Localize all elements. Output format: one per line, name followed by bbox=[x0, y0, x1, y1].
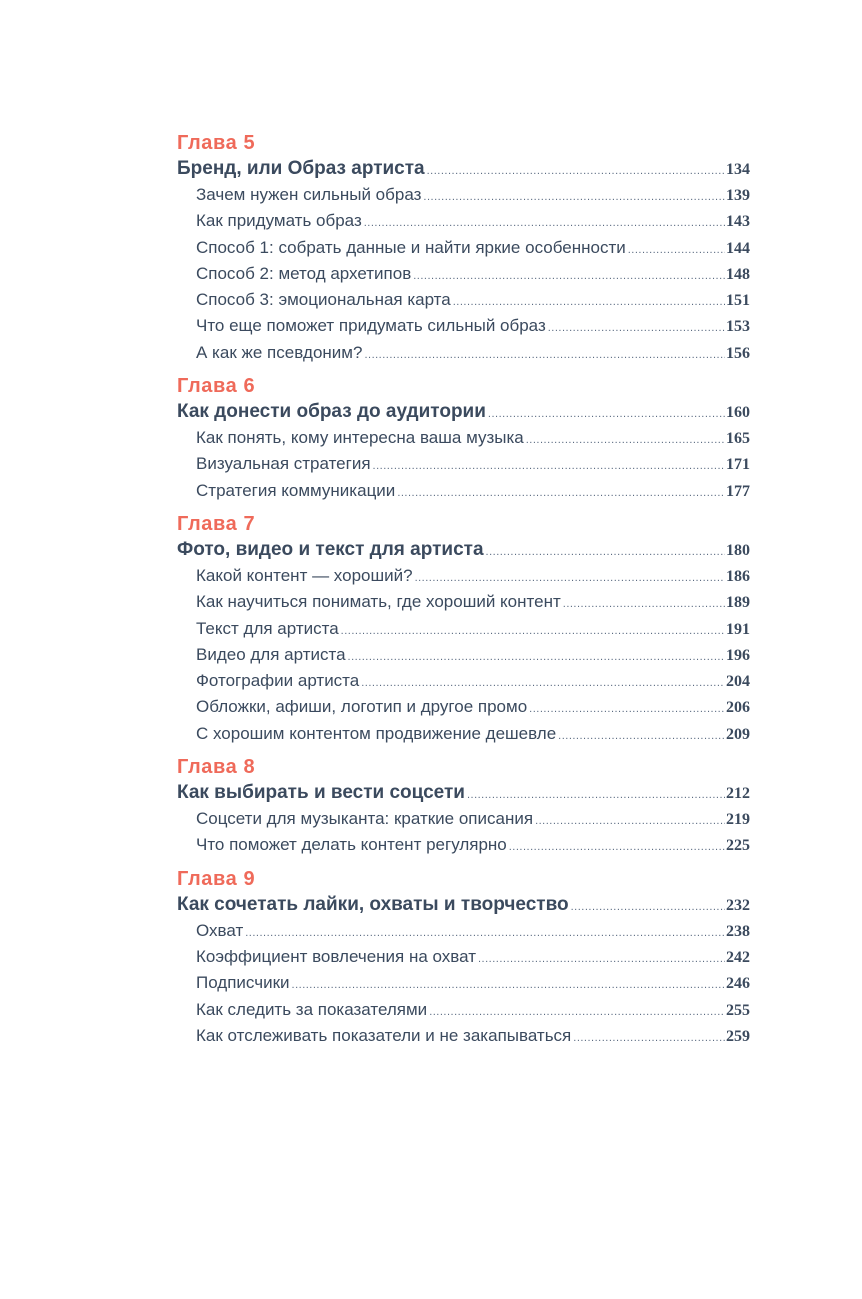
page-number: 177 bbox=[726, 482, 750, 500]
page-number: 148 bbox=[726, 265, 750, 283]
page-number: 219 bbox=[726, 811, 750, 829]
chapter-title-row[interactable] bbox=[177, 891, 750, 918]
chapter-label: Глава 8 bbox=[177, 756, 256, 779]
leader-dots bbox=[429, 999, 725, 1025]
leader-dots bbox=[373, 453, 725, 479]
leader-dots bbox=[509, 834, 725, 860]
section-row[interactable] bbox=[177, 340, 750, 366]
leader-dots bbox=[535, 808, 725, 834]
chapter-label: Глава 6 bbox=[177, 375, 256, 398]
leader-dots bbox=[526, 427, 725, 453]
page-number: 206 bbox=[726, 699, 750, 717]
page-number: 189 bbox=[726, 594, 750, 612]
section-row[interactable] bbox=[177, 997, 750, 1023]
section-row[interactable] bbox=[177, 832, 750, 858]
page-number: 232 bbox=[726, 896, 750, 914]
leader-dots bbox=[364, 210, 725, 236]
page-number: 139 bbox=[726, 187, 750, 204]
leader-dots bbox=[413, 263, 725, 289]
leader-dots bbox=[529, 696, 725, 722]
chapter-block bbox=[177, 867, 750, 1049]
chapter-title-row[interactable] bbox=[177, 536, 750, 563]
page-number: 209 bbox=[726, 725, 750, 743]
section-title: Как следить за показателями bbox=[196, 999, 428, 1019]
chapter-title-row[interactable] bbox=[177, 779, 750, 806]
section-title: Коэффициент вовлечения на охват bbox=[196, 946, 476, 966]
page-number: 180 bbox=[726, 541, 750, 559]
section-row[interactable] bbox=[177, 208, 750, 234]
leader-dots bbox=[488, 401, 725, 428]
leader-dots bbox=[558, 723, 725, 749]
leader-dots bbox=[453, 289, 725, 315]
leader-dots bbox=[628, 237, 725, 263]
table-of-contents bbox=[177, 131, 750, 1057]
section-title: Подписчики bbox=[196, 973, 290, 993]
section-title: Стратегия коммуникации bbox=[196, 480, 396, 500]
chapter-label: Глава 7 bbox=[177, 512, 256, 535]
section-title: Способ 1: собрать данные и найти яркие особенности bbox=[196, 237, 626, 257]
leader-dots bbox=[486, 539, 725, 566]
leader-dots bbox=[467, 782, 725, 809]
section-title: Какой контент — хороший? bbox=[196, 565, 413, 585]
leader-dots bbox=[361, 670, 725, 696]
leader-dots bbox=[292, 972, 725, 998]
section-title: Текст для артиста bbox=[196, 618, 339, 638]
section-row[interactable] bbox=[177, 261, 750, 287]
section-row[interactable] bbox=[177, 668, 750, 694]
chapter-block bbox=[177, 131, 750, 366]
section-row[interactable] bbox=[177, 1023, 750, 1049]
page-number: 153 bbox=[726, 318, 750, 336]
leader-dots bbox=[478, 946, 725, 972]
page-number: 196 bbox=[726, 646, 750, 664]
page-number: 212 bbox=[726, 785, 750, 803]
section-title: Соцсети для музыканта: краткие описания bbox=[196, 809, 534, 829]
section-title: Как научиться понимать, где хороший контент bbox=[196, 592, 561, 612]
page-number: 191 bbox=[726, 620, 750, 638]
section-title: Обложки, афиши, логотип и другое промо bbox=[196, 697, 528, 717]
leader-dots bbox=[341, 618, 725, 644]
chapter-title-row[interactable] bbox=[177, 398, 750, 425]
section-row[interactable] bbox=[177, 287, 750, 313]
page-number: 246 bbox=[726, 975, 750, 993]
section-row[interactable] bbox=[177, 944, 750, 970]
section-title: Фотографии артиста bbox=[196, 671, 360, 691]
chapter-block bbox=[177, 755, 750, 859]
section-row[interactable] bbox=[177, 235, 750, 261]
section-title: Как отслеживать показатели и не закапываться bbox=[196, 1025, 572, 1045]
section-row[interactable] bbox=[177, 721, 750, 747]
section-row[interactable] bbox=[177, 806, 750, 832]
section-row[interactable] bbox=[177, 563, 750, 589]
chapter-title: Как сочетать лайки, охваты и творчество bbox=[177, 893, 569, 915]
section-row[interactable] bbox=[177, 694, 750, 720]
leader-dots bbox=[348, 644, 725, 670]
chapter-label: Глава 5 bbox=[177, 132, 256, 154]
page-number: 238 bbox=[726, 922, 750, 940]
leader-dots bbox=[415, 565, 725, 591]
page-number: 225 bbox=[726, 837, 750, 855]
chapter-title: Как выбирать и вести соцсети bbox=[177, 782, 465, 804]
page-number: 242 bbox=[726, 948, 750, 966]
chapter-label: Глава 9 bbox=[177, 867, 256, 890]
leader-dots bbox=[571, 894, 725, 921]
chapter-title: Фото, видео и текст для артиста bbox=[177, 538, 484, 560]
section-title: Охват bbox=[196, 920, 244, 940]
section-title: С хорошим контентом продвижение дешевле bbox=[196, 723, 557, 743]
chapter-title: Бренд, или Образ артиста bbox=[177, 158, 425, 179]
section-row[interactable] bbox=[177, 616, 750, 642]
section-row[interactable] bbox=[177, 970, 750, 996]
page-number: 259 bbox=[726, 1027, 750, 1045]
leader-dots bbox=[245, 920, 725, 946]
section-title: Зачем нужен сильный образ bbox=[196, 185, 422, 204]
page-number: 156 bbox=[726, 344, 750, 362]
page-number: 186 bbox=[726, 567, 750, 585]
section-row[interactable] bbox=[177, 451, 750, 477]
page-number: 143 bbox=[726, 213, 750, 231]
chapter-title-row[interactable] bbox=[177, 155, 750, 182]
section-title: Что еще поможет придумать сильный образ bbox=[196, 316, 546, 336]
section-row[interactable] bbox=[177, 589, 750, 615]
section-row[interactable] bbox=[177, 313, 750, 339]
leader-dots bbox=[563, 591, 725, 617]
section-row[interactable] bbox=[177, 182, 750, 208]
section-title: Как понять, кому интересна ваша музыка bbox=[196, 428, 524, 448]
chapter-title: Как донести образ до аудитории bbox=[177, 401, 486, 423]
leader-dots bbox=[364, 342, 725, 368]
page-number: 204 bbox=[726, 673, 750, 691]
leader-dots bbox=[423, 184, 725, 210]
chapter-block bbox=[177, 512, 750, 747]
page-number: 165 bbox=[726, 430, 750, 448]
page-number: 144 bbox=[726, 239, 750, 257]
section-title: Что поможет делать контент регулярно bbox=[196, 835, 507, 855]
page-number: 160 bbox=[726, 404, 750, 422]
section-title: Как придумать образ bbox=[196, 211, 362, 231]
section-title: Видео для артиста bbox=[196, 644, 346, 664]
section-title: А как же псевдоним? bbox=[196, 342, 363, 362]
section-row[interactable] bbox=[177, 918, 750, 944]
page-number: 134 bbox=[726, 161, 750, 178]
section-row[interactable] bbox=[177, 478, 750, 504]
chapter-block bbox=[177, 374, 750, 504]
section-title: Визуальная стратегия bbox=[196, 454, 371, 474]
leader-dots bbox=[548, 315, 725, 341]
leader-dots bbox=[427, 158, 725, 185]
page-number: 151 bbox=[726, 292, 750, 310]
section-row[interactable] bbox=[177, 425, 750, 451]
section-row[interactable] bbox=[177, 642, 750, 668]
leader-dots bbox=[397, 480, 725, 506]
page-number: 171 bbox=[726, 456, 750, 474]
section-title: Способ 2: метод архетипов bbox=[196, 263, 412, 283]
page-number: 255 bbox=[726, 1001, 750, 1019]
leader-dots bbox=[573, 1025, 725, 1051]
section-title: Способ 3: эмоциональная карта bbox=[196, 290, 451, 310]
